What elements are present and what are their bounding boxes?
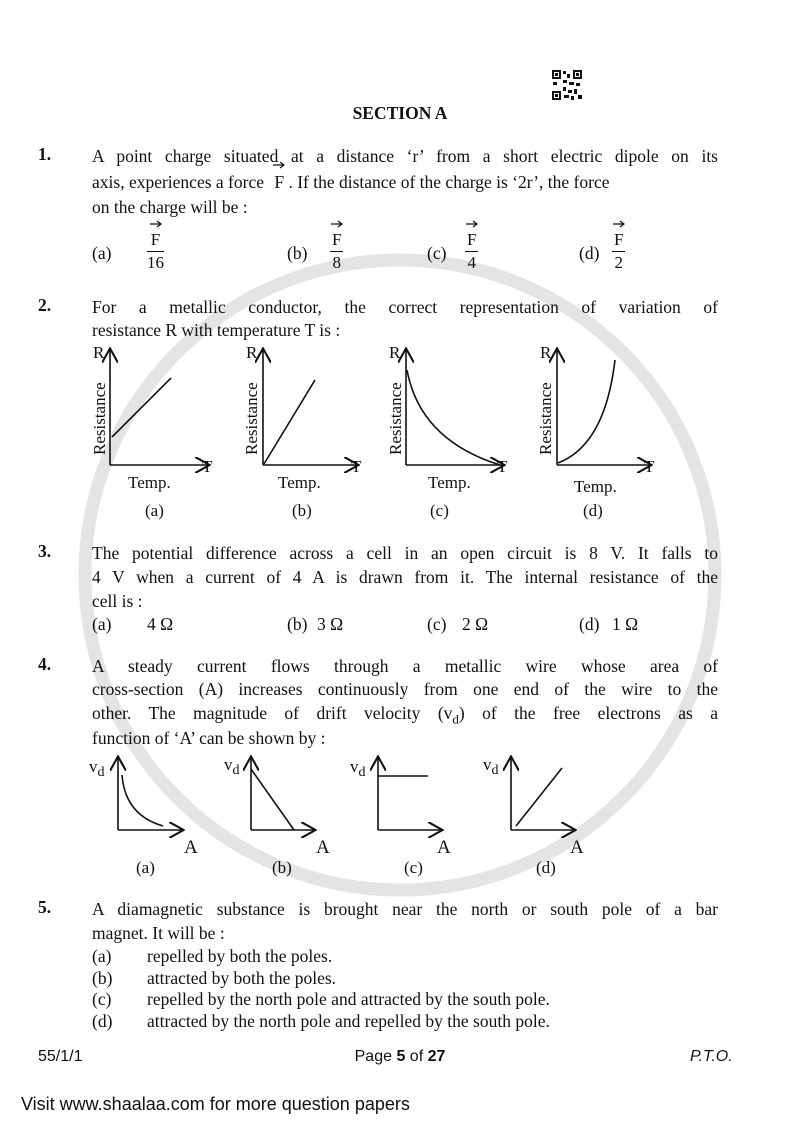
question-number: 4. [38,654,52,674]
denominator: 4 [467,253,476,272]
graph-d-line [516,768,562,826]
text: . If the distance of the charge is ‘2r’, the force [288,172,610,192]
graph-b-line [251,769,294,830]
option-label: (b) [292,501,312,520]
x-label: T [497,457,508,476]
question-text: resistance R with temperature T is : [92,320,341,340]
option-label: (c) [404,858,423,877]
option-label: (d) [92,1011,113,1031]
question-text: cross-section (A) increases continuously from one end of the wire to the [92,679,718,699]
axis-title: Temp. [428,473,471,492]
text: Page [354,1048,397,1065]
x-label: A [316,837,330,858]
option-label: (c) [427,614,447,634]
question-number: 2. [38,295,52,315]
option-label: (b) [287,614,308,634]
denominator: 8 [332,253,341,272]
x-label: T [202,457,213,476]
question-number: 1. [38,144,52,164]
current-page: 5 [396,1048,406,1065]
question-number: 5. [38,897,52,917]
option-label: (c) [427,243,447,263]
axis-title: Resistance [90,382,109,455]
question-text: 4 V when a current of 4 A is drawn from it. The internal resistance of the [92,567,718,587]
graph-a-curve [122,775,163,826]
question-text: cell is : [92,591,143,611]
option-text: repelled by both the poles. [147,946,333,966]
section-title: SECTION A [352,103,448,123]
option-label: (d) [579,243,600,263]
option-label: (c) [430,501,449,520]
y-label: R [246,343,258,362]
question-number: 3. [38,541,52,561]
option-label: (a) [145,501,164,520]
text: of [405,1048,428,1065]
axis-title: Temp. [128,473,171,492]
axis-title: Resistance [242,382,261,455]
option-label: (d) [579,614,600,634]
y-label: $v_d$ [224,755,240,778]
option-label: (d) [536,858,556,877]
option-label: (a) [92,946,112,966]
denominator: 16 [147,253,164,272]
y-label: $v_d$ [89,757,105,780]
bottom-note: Visit www.shaalaa.com for more question papers [21,1094,410,1114]
total-pages: 27 [427,1048,446,1065]
axis-title: Resistance [386,382,405,455]
question-text: on the charge will be : [92,197,248,217]
option-label: (b) [92,968,113,988]
option-label: (b) [287,243,308,263]
option-label: (a) [136,858,155,877]
numerator-text: F [467,230,477,249]
y-label: R [540,343,552,362]
question-text: For a metallic conductor, the correct representation of variation of [92,297,718,317]
text: axis, experiences a force [92,172,264,192]
vector-symbol: F [274,172,285,192]
x-label: A [570,837,584,858]
text: ) of the free electrons as a [458,703,718,723]
page-number [320,1045,480,1069]
x-label: A [184,837,198,858]
option-label: (b) [272,858,292,877]
text: other. The magnitude of drift velocity (v [92,703,453,723]
option-label: (a) [92,243,112,263]
question-text: A point charge situated at a distance ‘r’ from a short electric dipole on its [92,146,718,166]
question-text: function of ‘A’ can be shown by : [92,728,326,748]
option-label: (a) [92,614,112,634]
question-text: magnet. It will be : [92,923,225,943]
numerator-text: F [150,230,161,249]
x-label: A [437,837,451,858]
numerator-text: F [332,230,342,249]
question-text: A diamagnetic substance is brought near the north or south pole of a bar [92,899,718,919]
paper-code: 55/1/1 [38,1048,83,1065]
option-text: attracted by the north pole and repelled by the south pole. [147,1011,550,1031]
y-label: $v_d$ [483,755,499,778]
denominator: 2 [614,253,623,272]
question-text: The potential difference across a cell in an open circuit is 8 V. It falls to [92,543,718,563]
option-label: (d) [583,501,603,520]
option-label: (c) [92,989,112,1009]
option-text: repelled by the north pole and attracted by the south pole. [147,989,550,1009]
option-text: 4 Ω [147,614,174,634]
pto: P.T.O. [690,1048,733,1065]
option-text: 1 Ω [612,614,639,634]
option-text: 3 Ω [317,614,344,634]
option-text: 2 Ω [462,614,489,634]
axis-title: Temp. [574,477,617,496]
option-text: attracted by both the poles. [147,968,337,988]
x-label: T [351,457,362,476]
y-label: $v_d$ [350,757,366,780]
axis-title: Temp. [278,473,321,492]
y-label: R [389,343,401,362]
y-label: R [93,343,105,362]
question-text: A steady current flows through a metallic wire whose area of [92,656,718,676]
subscript: d [452,711,459,727]
numerator-text: F [614,230,624,249]
x-label: T [644,457,655,476]
axis-title: Resistance [536,382,555,455]
